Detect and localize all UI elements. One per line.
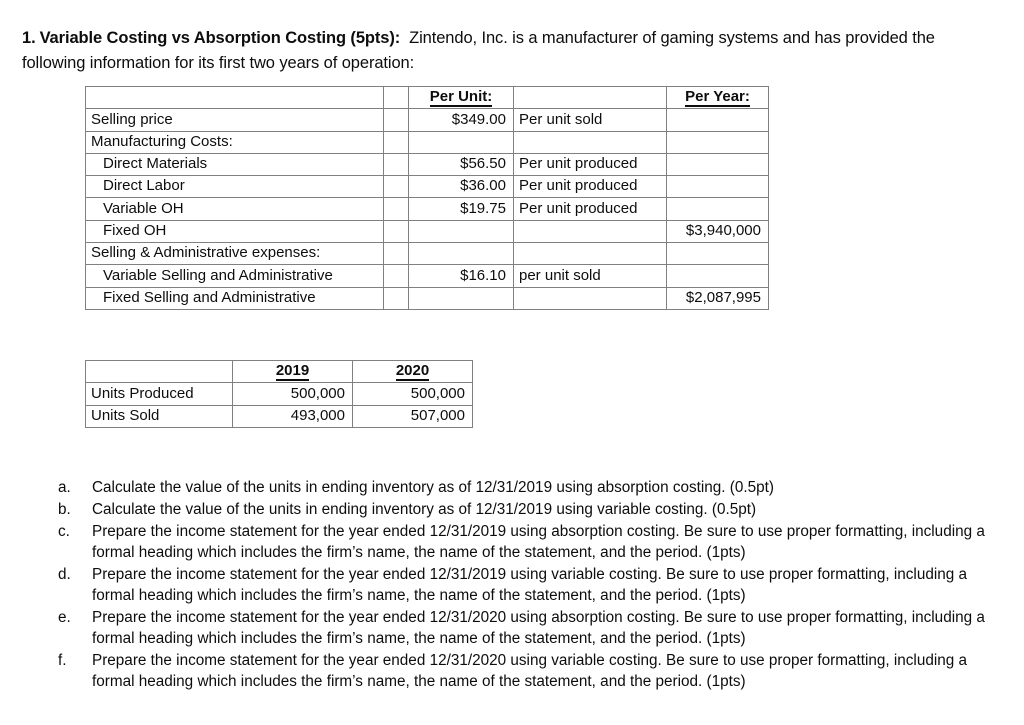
problem-title: Variable Costing vs Absorption Costing (5pts): [39,28,401,47]
cost-row-gap [384,109,409,131]
cost-row-label: Variable Selling and Administrative [86,265,384,287]
cost-row-gap [384,153,409,175]
cost-row-per-year [667,109,769,131]
cost-row-per-unit: $36.00 [409,176,514,198]
list-item [58,477,1003,498]
units-header-2019-label: 2019 [275,362,310,380]
cost-information-table [85,86,769,310]
list-item-text: Prepare the income statement for the year ended 12/31/2019 using variable costing. Be sure to use proper formatting, including a formal heading which includes the firm’s name, the name of the statement, and the period. (1pts) [92,566,967,604]
list-item-text: Prepare the income statement for the year ended 12/31/2019 using absorption costing. Be sure to use proper formatting, including a formal heading which includes the firm’s name, the name of the statement, and the period. (1pts) [92,523,985,561]
units-header-blank [86,361,233,383]
cost-row-per-unit [409,220,514,242]
table-row [86,265,769,287]
table-header-row [86,361,473,383]
list-item-text: Prepare the income statement for the year ended 12/31/2020 using variable costing. Be sure to use proper formatting, including a formal heading which includes the firm’s name, the name of the statement, and the period. (1pts) [92,652,967,690]
table-row [86,153,769,175]
cost-row-per-year [667,243,769,265]
cost-row-per-unit: $349.00 [409,109,514,131]
units-row-2020: 500,000 [353,383,473,405]
cost-row-gap [384,287,409,309]
cost-table-body [86,87,769,310]
problem-statement [22,26,982,76]
cost-row-desc [514,131,667,153]
cost-row-label: Fixed Selling and Administrative [86,287,384,309]
cost-row-desc [514,243,667,265]
cost-row-gap [384,176,409,198]
problem-number: 1. [22,28,36,47]
cost-header-per-unit [409,87,514,109]
cost-row-gap [384,220,409,242]
list-item-text: Calculate the value of the units in ending inventory as of 12/31/2019 using absorption costing. (0.5pt) [92,479,775,496]
list-item [58,499,1003,520]
cost-header-per-year [667,87,769,109]
list-item-marker: c. [58,523,70,540]
cost-row-per-year: $3,940,000 [667,220,769,242]
table-row [86,405,473,427]
list-item-text: Prepare the income statement for the year ended 12/31/2020 using absorption costing. Be sure to use proper formatting, including a formal heading which includes the firm’s name, the name of the statement, and the period. (1pts) [92,609,985,647]
cost-row-gap [384,198,409,220]
units-table-body [86,361,473,428]
table-row [86,109,769,131]
table-row [86,287,769,309]
units-header-2020 [353,361,473,383]
list-item [58,521,1003,563]
table-row [86,243,769,265]
cost-row-per-year [667,131,769,153]
requirements-list [58,477,1003,693]
cost-row-desc: Per unit produced [514,198,667,220]
units-row-label: Units Produced [86,383,233,405]
cost-header-gap [384,87,409,109]
cost-row-label: Direct Materials [86,153,384,175]
table-row [86,220,769,242]
cost-row-per-unit: $19.75 [409,198,514,220]
cost-row-per-year [667,265,769,287]
cost-row-label: Variable OH [86,198,384,220]
list-item-marker: f. [58,652,67,669]
cost-row-desc: Per unit produced [514,176,667,198]
list-item-marker: d. [58,566,71,583]
cost-row-label: Fixed OH [86,220,384,242]
cost-header-per-unit-label: Per Unit: [429,88,493,106]
list-item [58,650,1003,692]
list-item-text: Calculate the value of the units in ending inventory as of 12/31/2019 using variable costing. (0.5pt) [92,501,757,518]
units-row-2019: 493,000 [233,405,353,427]
list-item-marker: e. [58,609,71,626]
cost-row-per-year [667,176,769,198]
cost-header-per-year-label: Per Year: [685,88,750,106]
list-item [58,607,1003,649]
cost-row-desc: per unit sold [514,265,667,287]
units-header-2020-label: 2020 [395,362,430,380]
list-item [58,564,1003,606]
cost-header-desc [514,87,667,109]
cost-row-per-unit: $16.10 [409,265,514,287]
cost-row-label: Direct Labor [86,176,384,198]
cost-header-blank [86,87,384,109]
units-row-2020: 507,000 [353,405,473,427]
list-item-marker: b. [58,501,71,518]
cost-row-per-unit: $56.50 [409,153,514,175]
cost-row-per-year [667,153,769,175]
cost-row-label: Selling & Administrative expenses: [86,243,384,265]
cost-row-desc: Per unit sold [514,109,667,131]
cost-row-desc [514,287,667,309]
cost-row-per-year [667,198,769,220]
cost-row-label: Manufacturing Costs: [86,131,384,153]
cost-row-gap [384,265,409,287]
table-row [86,383,473,405]
cost-row-per-unit [409,243,514,265]
cost-row-desc [514,220,667,242]
problem-body-text: Zintendo, Inc. is a manufacturer of gaming systems and has provided the following information for its first two years of operation: [22,28,935,72]
units-row-2019: 500,000 [233,383,353,405]
units-table [85,360,473,428]
cost-row-per-unit [409,287,514,309]
cost-row-desc: Per unit produced [514,153,667,175]
cost-row-gap [384,243,409,265]
units-row-label: Units Sold [86,405,233,427]
cost-row-label: Selling price [86,109,384,131]
units-header-2019 [233,361,353,383]
list-item-marker: a. [58,479,71,496]
cost-row-per-unit [409,131,514,153]
table-row [86,131,769,153]
cost-row-per-year: $2,087,995 [667,287,769,309]
table-header-row [86,87,769,109]
cost-row-gap [384,131,409,153]
table-row [86,176,769,198]
table-row [86,198,769,220]
